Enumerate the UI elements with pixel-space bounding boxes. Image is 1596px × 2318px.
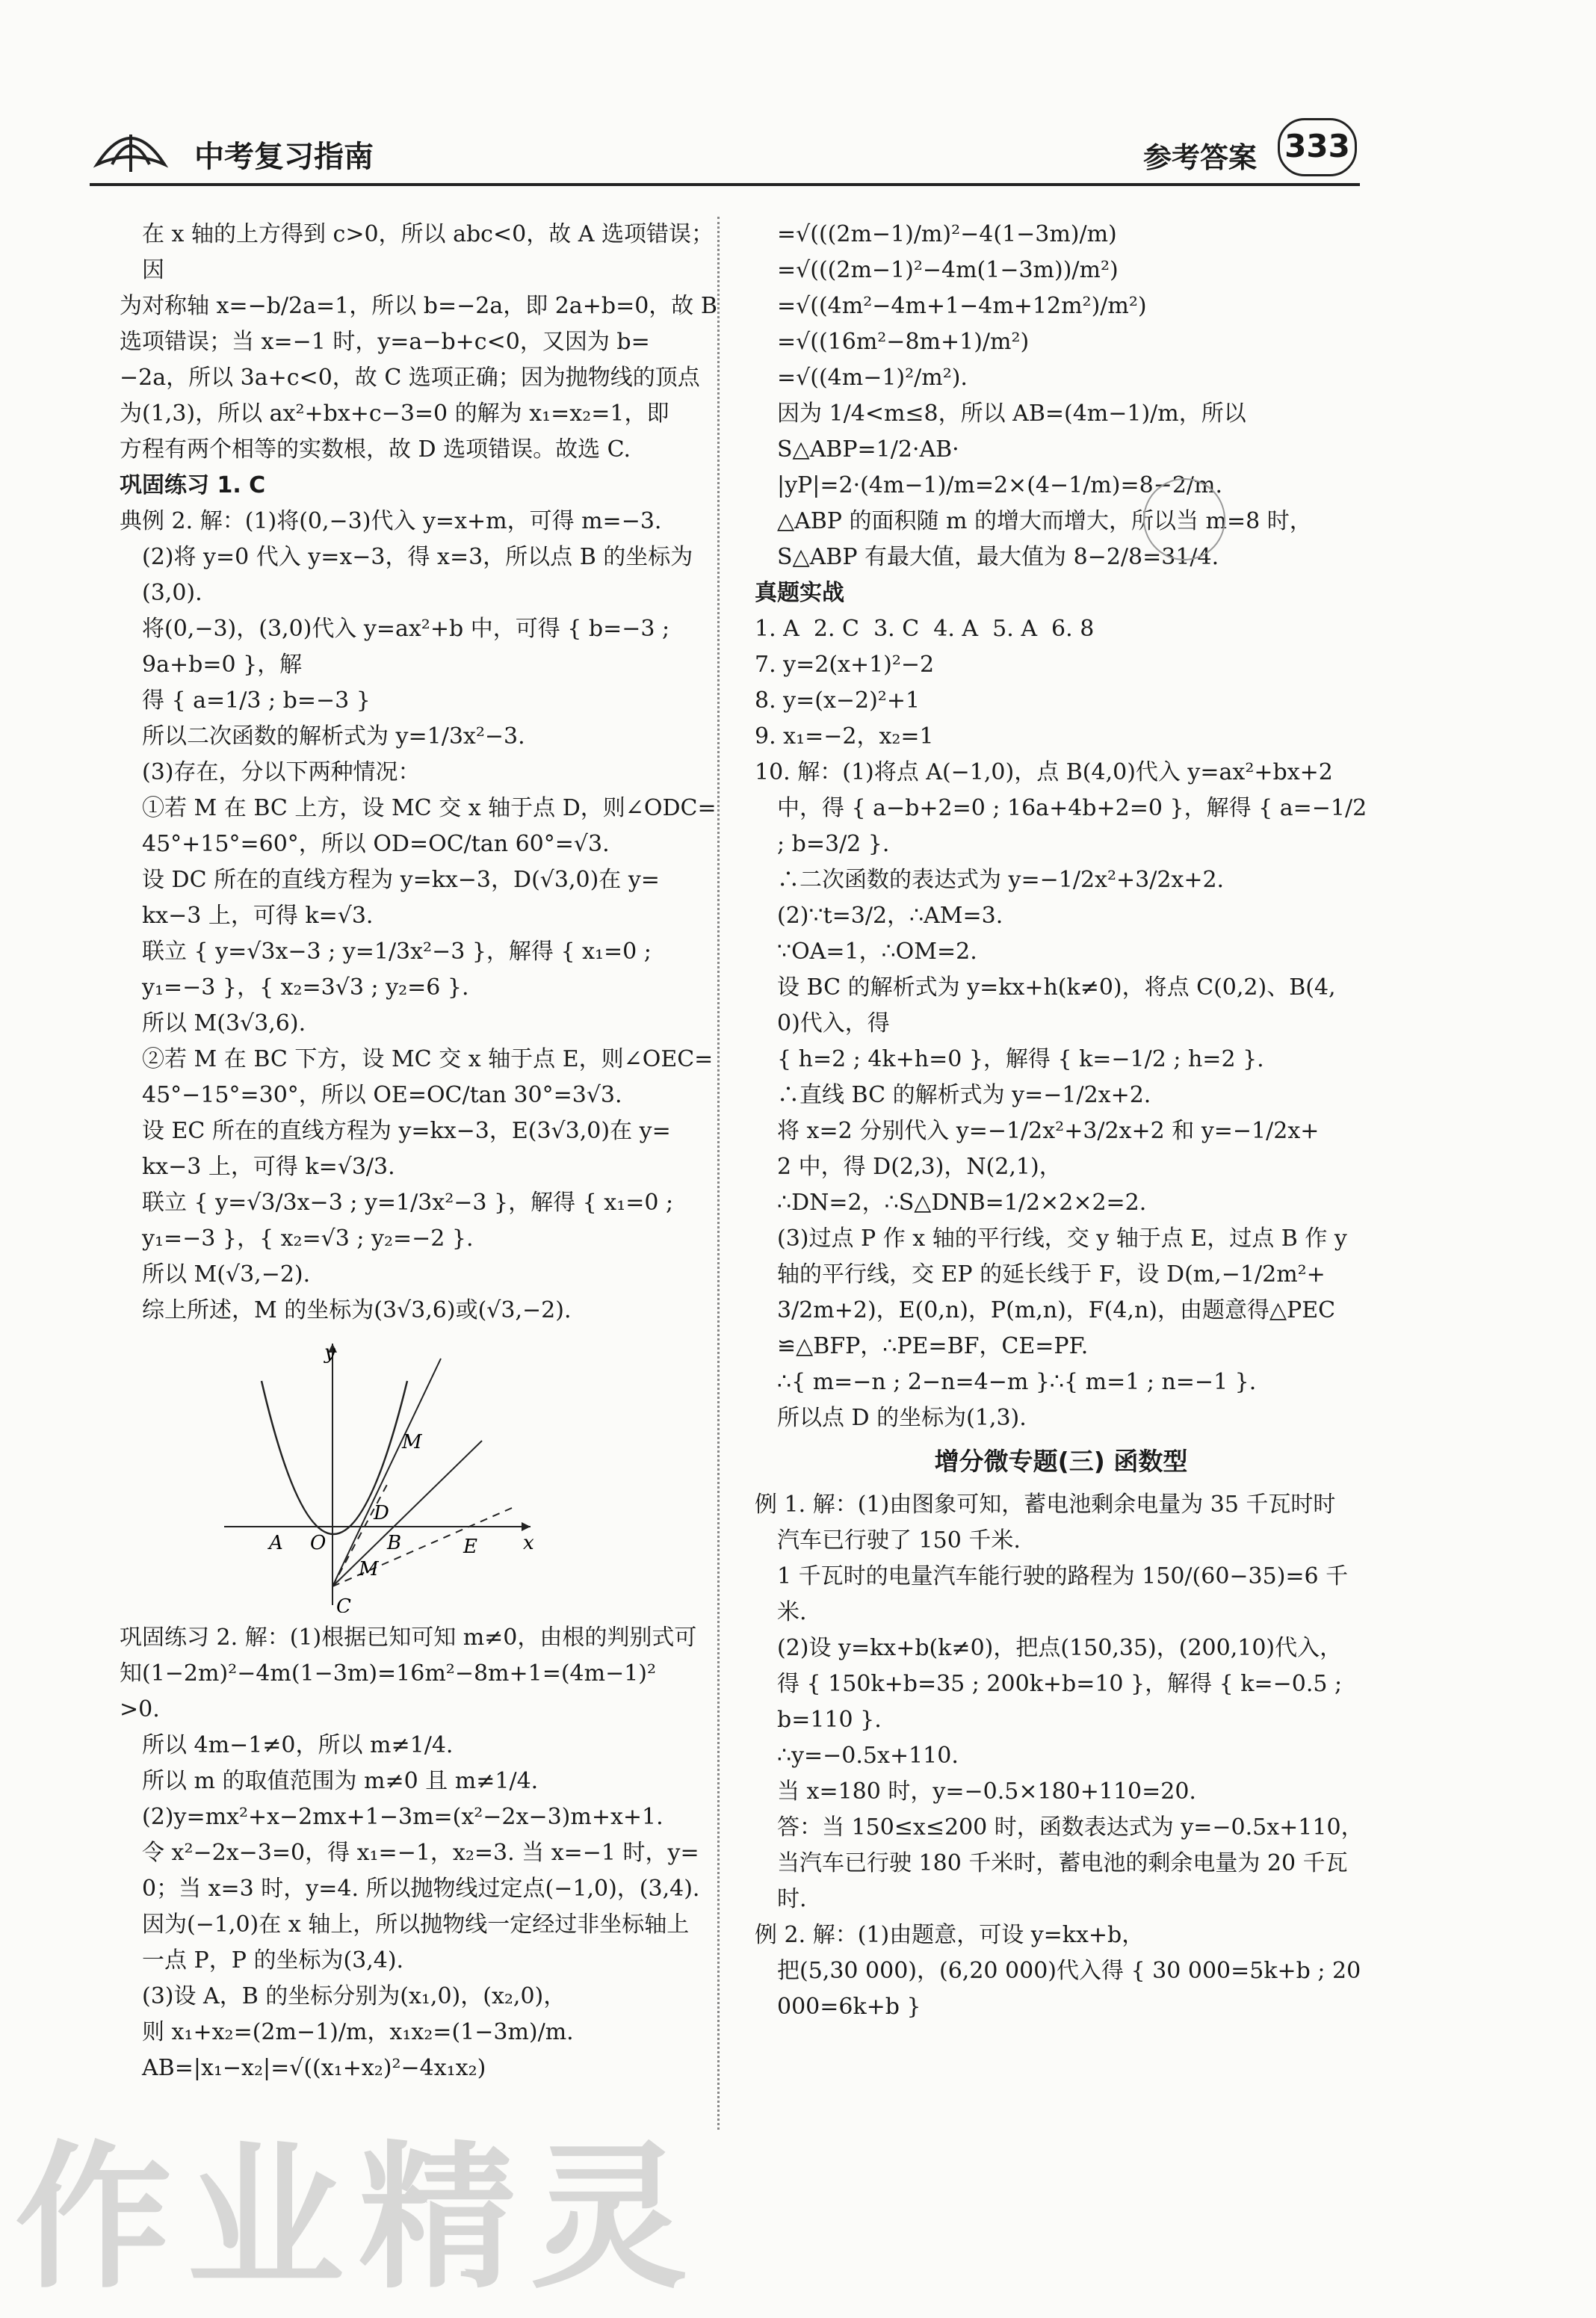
point-label-a: A [269, 1532, 283, 1554]
watermark-text: 作业精灵 [15, 2127, 703, 2310]
text-line: kx−3 上，可得 k=√3. [142, 903, 374, 929]
left-column [120, 217, 725, 2086]
text-line: 8. y=(x−2)²+1 [755, 687, 921, 714]
text-line: AB=|x₁−x₂|=√((x₁+x₂)²−4x₁x₂) [142, 2055, 486, 2081]
text-line: 知(1−2m)²−4m(1−3m)=16m²−8m+1=(4m−1)² [120, 1660, 657, 1687]
text-line: =√(((2m−1)/m)²−4(1−3m)/m) [777, 221, 1117, 247]
text-line: 中，得 { a−b+2=0 ; 16a+4b+2=0 }，解得 { a=−1/2 ; b=3/2 }. [777, 795, 1374, 857]
text-line: ∴直线 BC 的解析式为 y=−1/2x+2. [777, 1082, 1151, 1108]
page-number: 333 [1278, 118, 1357, 176]
text-line: =√((16m²−8m+1)/m²) [777, 329, 1030, 355]
text-line: 方程有两个相等的实数根，故 D 选项错误。故选 C. [120, 436, 631, 463]
book-title: 中考复习指南 [194, 140, 374, 174]
text-line: (3)存在，分以下两种情况： [142, 759, 421, 785]
text-line: 所以 m 的取值范围为 m≠0 且 m≠1/4. [142, 1768, 539, 1794]
text-line: S△ABP 有最大值，最大值为 8−2/8=31/4. [777, 544, 1219, 570]
text-line: (2)设 y=kx+b(k≠0)，把点(150,35)，(200,10)代入， [777, 1635, 1343, 1661]
right-column [755, 217, 1374, 2025]
page-header [90, 112, 1360, 187]
text-line: ②若 M 在 BC 下方，设 MC 交 x 轴于点 E，则∠OEC= [142, 1046, 714, 1072]
text-line: 典例 2. 解：(1)将(0,−3)代入 y=x+m，可得 m=−3. [120, 508, 662, 534]
text-line: 所以 M(3√3,6). [142, 1010, 306, 1036]
text-line: ∴y=−0.5x+110. [777, 1743, 959, 1769]
text-line: 为对称轴 x=−b/2a=1，所以 b=−2a，即 2a+b=0，故 B [120, 293, 717, 319]
text-line: 因为(−1,0)在 x 轴上，所以抛物线一定经过非坐标轴上 [142, 1911, 690, 1938]
text-line: kx−3 上，可得 k=√3/3. [142, 1154, 395, 1180]
section-heading: 真题实战 [755, 580, 844, 606]
text-line: 时. [777, 1886, 807, 1912]
text-line: 将(0,−3)，(3,0)代入 y=ax²+b 中，可得 { b=−3 ; 9a+b=0 }，解 [142, 616, 677, 678]
x-axis-label: x [523, 1532, 534, 1554]
text-line: 例 2. 解：(1)由题意，可设 y=kx+b， [755, 1922, 1145, 1948]
text-line: 45°−15°=30°，所以 OE=OC/tan 30°=3√3. [142, 1082, 622, 1108]
text-line: >0. [120, 1696, 160, 1722]
book-logo-icon [90, 120, 172, 179]
text-line: ∴二次函数的表达式为 y=−1/2x²+3/2x+2. [777, 867, 1225, 893]
header-rule [90, 183, 1360, 186]
point-label-b: B [387, 1532, 402, 1554]
text-line: 则 x₁+x₂=(2m−1)/m，x₁x₂=(1−3m)/m. [142, 2019, 574, 2045]
text-line: 在 x 轴的上方得到 c>0，所以 abc<0，故 A 选项错误；因 [142, 221, 714, 283]
text-line: |yP|=2·(4m−1)/m=2×(4−1/m)=8−2/m. [777, 472, 1223, 498]
text-line: 一点 P，P 的坐标为(3,4). [142, 1947, 404, 1974]
text-line: 3/2m+2)，E(0,n)，P(m,n)，F(4,n)，由题意得△PEC [777, 1297, 1336, 1323]
text-line: (2)将 y=0 代入 y=x−3，得 x=3，所以点 B 的坐标为 [142, 544, 693, 570]
text-line: ∵OA=1，∴OM=2. [777, 939, 977, 965]
text-line: { h=2 ; 4k+h=0 }，解得 { k=−1/2 ; h=2 }. [777, 1046, 1264, 1072]
point-label-e: E [463, 1536, 477, 1558]
text-line: ①若 M 在 BC 上方，设 MC 交 x 轴于点 D，则∠ODC= [142, 795, 717, 821]
point-label-o: O [310, 1532, 327, 1554]
text-line: 当汽车已行驶 180 千米时，蓄电池的剩余电量为 20 千瓦 [777, 1850, 1348, 1876]
text-line: (2)y=mx²+x−2mx+1−3m=(x²−2x−3)m+x+1. [142, 1804, 664, 1830]
text-line: 联立 { y=√3/3x−3 ; y=1/3x²−3 }，解得 { x₁=0 ; y₁=−3 }，{ x₂=√3 ; y₂=−2 }. [142, 1190, 681, 1252]
text-line: 所以 M(√3,−2). [142, 1261, 311, 1288]
text-line: −2a，所以 3a+c<0，故 C 选项正确；因为抛物线的顶点 [120, 365, 700, 391]
text-line: 1 千瓦时的电量汽车能行驶的路程为 150/(60−35)=6 千米. [777, 1563, 1349, 1625]
text-line: 1. A 2. C 3. C 4. A 5. A 6. 8 [755, 616, 1095, 642]
text-line: 汽车已行驶了 150 千米. [777, 1527, 1021, 1554]
text-line: 把(5,30 000)，(6,20 000)代入得 { 30 000=5k+b ; 20 000=6k+b } [777, 1958, 1368, 2020]
text-line: 7. y=2(x+1)²−2 [755, 652, 935, 678]
text-line: 巩固练习 2. 解：(1)根据已知可知 m≠0，由根的判别式可 [120, 1625, 697, 1651]
text-line: 0)代入，得 [777, 1010, 890, 1036]
text-line: 联立 { y=√3x−3 ; y=1/3x²−3 }，解得 { x₁=0 ; y₁=−3 }，{ x₂=3√3 ; y₂=6 }. [142, 939, 659, 1001]
text-line: (3,0). [142, 580, 202, 606]
text-line: 综上所述，M 的坐标为(3√3,6)或(√3,−2). [142, 1297, 572, 1323]
section-title: 增分微专题(三) 函数型 [934, 1447, 1188, 1476]
text-line: =√((4m²−4m+1−4m+12m²)/m²) [777, 293, 1147, 319]
point-label-d: D [374, 1502, 389, 1524]
text-line: 当 x=180 时，y=−0.5×180+110=20. [777, 1778, 1196, 1805]
point-label-m-upper: M [402, 1431, 422, 1453]
parabola-graph [217, 1336, 545, 1613]
text-line: 9. x₁=−2，x₂=1 [755, 723, 934, 750]
text-line: 所以二次函数的解析式为 y=1/3x²−3. [142, 723, 525, 750]
text-line: 为(1,3)，所以 ax²+bx+c−3=0 的解为 x₁=x₂=1，即 [120, 401, 669, 427]
text-line: 答：当 150≤x≤200 时，函数表达式为 y=−0.5x+110， [777, 1814, 1364, 1841]
text-line: 设 EC 所在的直线方程为 y=kx−3，E(3√3,0)在 y= [142, 1118, 671, 1144]
text-line: 巩固练习 1. C [120, 472, 266, 498]
text-line: =√(((2m−1)²−4m(1−3m))/m²) [777, 257, 1119, 283]
answer-label: 参考答案 [1143, 141, 1258, 174]
text-line: 轴的平行线，交 EP 的延长线于 F，设 D(m,−1/2m²+ [777, 1261, 1326, 1288]
text-line: (3)过点 P 作 x 轴的平行线，交 y 轴于点 E，过点 B 作 y [777, 1226, 1347, 1252]
text-line: ∴{ m=−n ; 2−n=4−m }∴{ m=1 ; n=−1 }. [777, 1369, 1257, 1395]
point-label-c: C [336, 1595, 351, 1613]
point-label-m-lower: M [359, 1558, 379, 1580]
text-line: 2 中，得 D(2,3)，N(2,1)， [777, 1154, 1062, 1180]
text-line: 因为 1/4<m≤8，所以 AB=(4m−1)/m，所以 S△ABP=1/2·AB· [777, 401, 1254, 463]
text-line: 设 DC 所在的直线方程为 y=kx−3，D(√3,0)在 y= [142, 867, 660, 893]
text-line: (3)设 A，B 的坐标分别为(x₁,0)，(x₂,0)， [142, 1983, 566, 2009]
line-cb [332, 1441, 482, 1586]
text-line: 所以点 D 的坐标为(1,3). [777, 1405, 1027, 1431]
text-line: (2)∵t=3/2，∴AM=3. [777, 903, 1003, 929]
text-line: =√((4m−1)²/m²). [777, 365, 968, 391]
text-line: 得 { a=1/3 ; b=−3 } [142, 687, 371, 714]
text-line: △ABP 的面积随 m 的增大而增大，所以当 m=8 时， [777, 508, 1312, 534]
text-line: 10. 解：(1)将点 A(−1,0)，点 B(4,0)代入 y=ax²+bx+2 [755, 759, 1333, 785]
text-line: 例 1. 解：(1)由图象可知，蓄电池剩余电量为 35 千瓦时时 [755, 1492, 1336, 1518]
text-line: 设 BC 的解析式为 y=kx+h(k≠0)，将点 C(0,2)、B(4, [777, 974, 1336, 1001]
text-line: 将 x=2 分别代入 y=−1/2x²+3/2x+2 和 y=−1/2x+ [777, 1118, 1320, 1144]
text-line: ≌△BFP，∴PE=BF，CE=PF. [777, 1333, 1089, 1359]
text-line: 得 { 150k+b=35 ; 200k+b=10 }，解得 { k=−0.5 ; b=110 }. [777, 1671, 1349, 1733]
text-line: 令 x²−2x−3=0，得 x₁=−1，x₂=3. 当 x=−1 时，y= [142, 1840, 699, 1866]
text-line: 选项错误；当 x=−1 时，y=a−b+c<0，又因为 b= [120, 329, 650, 355]
text-line: ∴DN=2，∴S△DNB=1/2×2×2=2. [777, 1190, 1147, 1216]
text-line: 所以 4m−1≠0，所以 m≠1/4. [142, 1732, 454, 1758]
text-line: 0；当 x=3 时，y=4. 所以抛物线过定点(−1,0)，(3,4). [142, 1876, 700, 1902]
y-axis-label: y [324, 1341, 335, 1364]
text-line: 45°+15°=60°，所以 OD=OC/tan 60°=√3. [142, 831, 610, 857]
